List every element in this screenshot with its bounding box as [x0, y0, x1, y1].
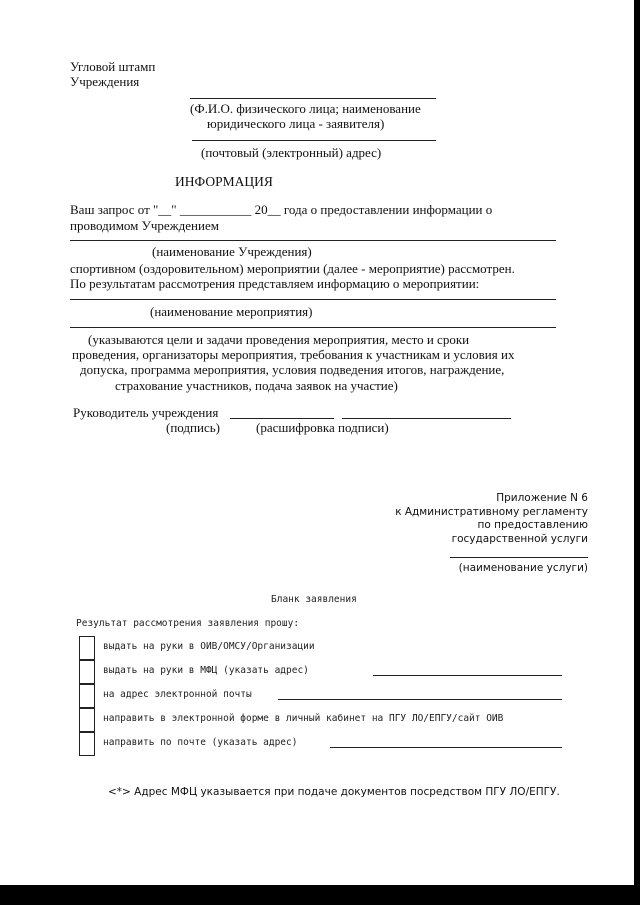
- head-label: Руководитель учреждения: [73, 405, 219, 420]
- appendix-number: Приложение N 6: [496, 492, 588, 504]
- checkbox-mfc-delivery[interactable]: [79, 660, 95, 684]
- option-cabinet: направить в электронной форме в личный кабинет на ПГУ ЛО/ЕПГУ/сайт ОИВ: [103, 713, 504, 724]
- details-label-3: допуска, программа мероприятия, условия подведения итогов, награждение,: [80, 362, 505, 377]
- details-label-2: проведения, организаторы мероприятия, требования к участникам и условия их: [72, 347, 515, 362]
- signature-decode-label: (расшифровка подписи): [256, 420, 389, 435]
- option-post: направить по почте (указать адрес): [103, 737, 298, 748]
- checkbox-email[interactable]: [79, 684, 95, 708]
- signature-decode-line[interactable]: [342, 418, 511, 419]
- service-name-label: (наименование услуги): [458, 562, 588, 574]
- event-details-line[interactable]: [70, 327, 556, 328]
- post-address-line[interactable]: [330, 747, 562, 748]
- form-title: Бланк заявления: [271, 594, 357, 605]
- appendix-regulation: к Административному регламенту: [395, 506, 588, 518]
- address-label: (почтовый (электронный) адрес): [201, 145, 382, 160]
- event-text: спортивном (оздоровительном) мероприятии (далее - мероприятие) рассмотрен.: [70, 261, 515, 276]
- footnote: <*> Адрес МФЦ указывается при подаче документов посредством ПГУ ЛО/ЕПГУ.: [108, 786, 560, 798]
- event-name-label: (наименование мероприятия): [150, 304, 313, 319]
- signature-line[interactable]: [230, 418, 334, 419]
- institution-name-label: (наименование Учреждения): [152, 244, 312, 259]
- document-heading: ИНФОРМАЦИЯ: [175, 174, 273, 189]
- request-text-cont: проводимом Учреждением: [70, 218, 219, 233]
- checkbox-cabinet[interactable]: [79, 708, 95, 732]
- details-label-4: страхование участников, подача заявок на участие): [115, 378, 398, 393]
- service-name-line[interactable]: [450, 557, 588, 558]
- checkbox-post[interactable]: [79, 732, 95, 756]
- applicant-label-cont: юридического лица - заявителя): [207, 116, 385, 131]
- option-email: на адрес электронной почты: [103, 689, 252, 700]
- corner-stamp-label: Угловой штамп: [70, 59, 156, 74]
- mfc-address-line[interactable]: [373, 675, 562, 676]
- appendix-service: государственной услуги: [451, 533, 588, 545]
- applicant-label: (Ф.И.О. физического лица; наименование: [190, 101, 421, 116]
- form-intro: Результат рассмотрения заявления прошу:: [76, 618, 300, 629]
- option-hand-delivery: выдать на руки в ОИВ/ОМСУ/Организации: [103, 641, 315, 652]
- result-text: По результатам рассмотрения представляем информацию о мероприятии:: [70, 276, 480, 291]
- option-mfc-delivery: выдать на руки в МФЦ (указать адрес): [103, 665, 309, 676]
- address-field-line[interactable]: [192, 140, 436, 141]
- email-address-line[interactable]: [278, 699, 562, 700]
- appendix-provision: по предоставлению: [477, 519, 588, 531]
- applicant-field-line[interactable]: [190, 98, 436, 99]
- details-label-1: (указываются цели и задачи проведения мероприятия, место и сроки: [88, 332, 470, 347]
- signature-label: (подпись): [166, 420, 220, 435]
- institution-stamp-label: Учреждения: [70, 74, 140, 89]
- checkbox-hand-delivery[interactable]: [79, 636, 95, 660]
- request-text: Ваш запрос от "__" ___________ 20__ года о предоставлении информации о: [70, 202, 493, 217]
- event-name-line[interactable]: [70, 299, 556, 300]
- institution-name-line[interactable]: [70, 240, 556, 241]
